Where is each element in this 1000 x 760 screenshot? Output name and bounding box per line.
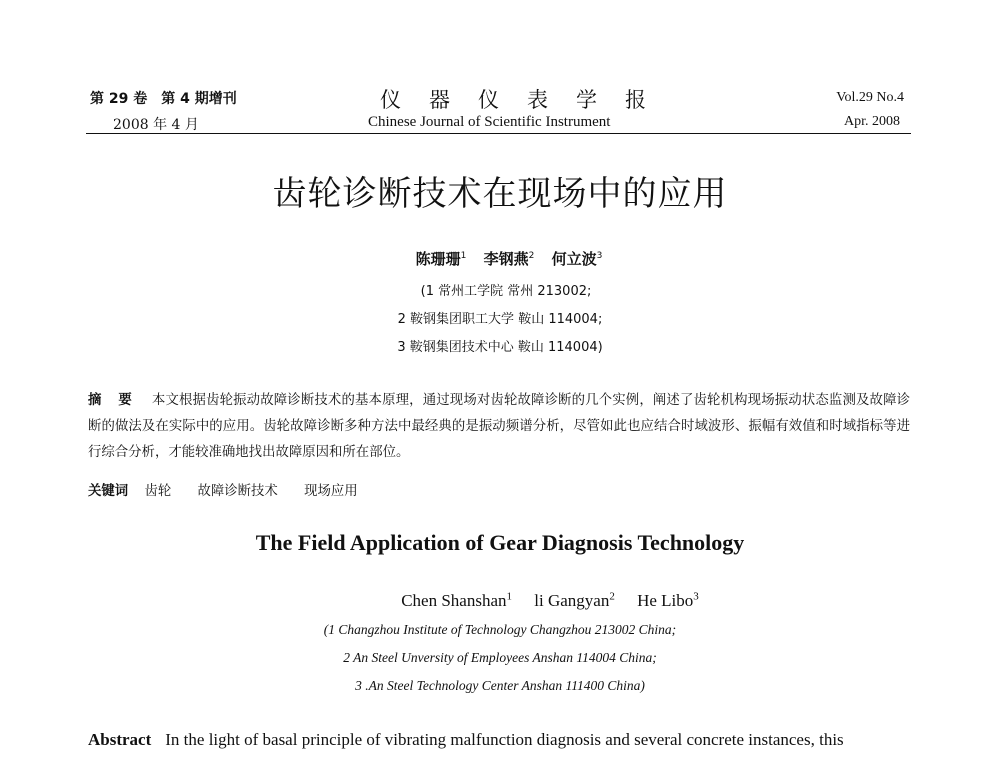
author-list-en	[0, 590, 1000, 611]
author-cn: 何立波$^3$	[551, 250, 603, 268]
affiliation-cn: 3 鞍钢集团技术中心 鞍山 114004)	[397, 340, 603, 355]
header-divider	[86, 133, 911, 134]
abstract-label-en: Abstract	[88, 730, 152, 749]
journal-volume-en: Vol.29 No.4	[836, 90, 904, 105]
keyword-cn: 齿轮	[144, 484, 172, 499]
keywords-cn	[88, 480, 380, 499]
author-list-cn	[0, 248, 1000, 269]
journal-date-en: Apr. 2008	[844, 114, 900, 129]
affiliation-en: 2 An Steel Unversity of Employees Anshan 114004 China;	[343, 650, 657, 665]
author-en: Chen Shanshan$^1$	[401, 590, 513, 610]
keyword-cn: 故障诊断技术	[197, 484, 278, 499]
journal-name-en: Chinese Journal of Scientific Instrument	[368, 114, 611, 130]
author-cn: 李钢燕$^2$	[483, 250, 535, 268]
paper-title-en: The Field Application of Gear Diagnosis Technology	[255, 530, 745, 555]
author-en: He Libo$^3$	[637, 590, 699, 610]
abstract-en	[88, 730, 918, 750]
abstract-cn	[88, 388, 910, 466]
affiliation-cn: 2 鞍钢集团职工大学 鞍山 114004;	[397, 312, 603, 327]
paper-title-cn: 齿轮诊断技术在现场中的应用	[272, 174, 728, 214]
abstract-label-cn: 摘 要	[88, 393, 138, 408]
journal-volume-issue: 第 29 卷 第 4 期增刊	[90, 91, 237, 107]
affiliation-en: 3 .An Steel Technology Center Anshan 111400 China)	[355, 678, 645, 693]
journal-date-cn: 2008 年 4 月	[113, 117, 199, 133]
abstract-text-cn: 本文根据齿轮振动故障诊断技术的基本原理，通过现场对齿轮故障诊断的几个实例，阐述了齿轮机构现场振动状态监测及故障诊断的做法及在实际中的应用。齿轮故障诊断多种方法中最经典的是振动频谱分析，尽管如此也应结合时域波形、振幅有效值和时域指标等进行综合分析，才能较准确地找出故障原因和所在部位。	[88, 393, 911, 460]
author-cn: 陈珊珊$^1$	[415, 250, 467, 268]
author-en: li Gangyan$^2$	[534, 590, 615, 610]
affiliation-en: (1 Changzhou Institute of Technology Changzhou 213002 China;	[323, 622, 677, 637]
abstract-text-en: In the light of basal principle of vibrating malfunction diagnosis and several concrete instances, this	[165, 730, 844, 749]
affiliation-cn: (1 常州工学院 常州 213002;	[420, 284, 592, 299]
keyword-cn: 现场应用	[304, 484, 358, 499]
journal-name-cn: 仪器仪表学报	[380, 88, 674, 112]
keywords-label-cn: 关键词	[88, 484, 129, 499]
